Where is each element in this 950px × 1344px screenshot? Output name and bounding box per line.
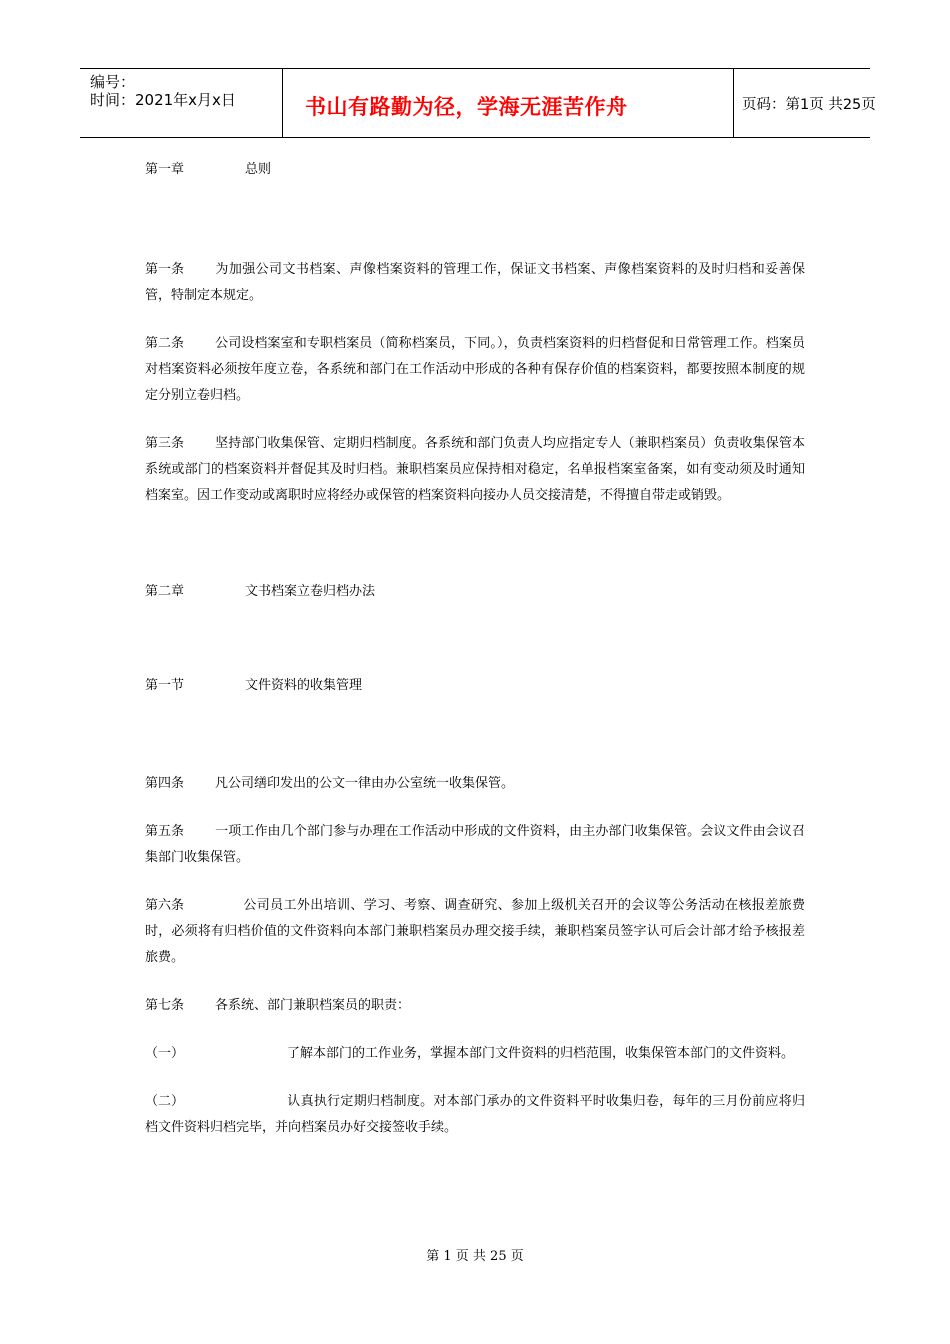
section-label: 第一节 (145, 678, 185, 693)
article (145, 771, 805, 797)
page-footer: 第 1 页 共 25 页 (426, 1249, 524, 1264)
chapter-title: 文书档案立卷归档办法 (245, 584, 376, 599)
header-meta-cell (80, 69, 283, 137)
section-heading (145, 673, 805, 699)
article-text: 凡公司缮印发出的公文一律由办公室统一收集保管。 (215, 776, 515, 791)
list-item-label: （二） (145, 1094, 185, 1109)
article-text: 公司员工外出培训、学习、考察、调查研究、参加上级机关召开的会议等公务活动在核报差旅费时，必须将有归档价值的文件资料向本部门兼职档案员办理交接手续，兼职档案员签字认可后会计部才给予核报差旅费。 (145, 898, 805, 965)
article-label: 第六条 (145, 898, 185, 913)
article-text: 一项工作由几个部门参与办理在工作活动中形成的文件资料，由主办部门收集保管。会议文件由会议召集部门收集保管。 (145, 824, 805, 865)
article-label: 第四条 (145, 776, 185, 791)
section-title: 文件资料的收集管理 (245, 678, 363, 693)
article-label: 第一条 (145, 262, 185, 277)
header-page-cell (734, 69, 876, 137)
chapter-label: 第二章 (145, 584, 185, 599)
list-item (145, 1041, 805, 1067)
header-motto-cell (283, 69, 734, 137)
motto: 书山有路勤为径，学海无涯苦作舟 (305, 95, 628, 119)
article (145, 257, 805, 309)
article (145, 431, 805, 509)
chapter-heading (145, 157, 805, 183)
list-item-label: （一） (145, 1046, 185, 1061)
article-label: 第三条 (145, 436, 185, 451)
list-item-text: 了解本部门的工作业务，掌握本部门文件资料的归档范围，收集保管本部门的文件资料。 (287, 1046, 795, 1061)
article (145, 819, 805, 871)
article-label: 第七条 (145, 998, 185, 1013)
article-text: 各系统、部门兼职档案员的职责： (215, 998, 411, 1013)
article (145, 993, 805, 1019)
article-text: 坚持部门收集保管、定期归档制度。各系统和部门负责人均应指定专人（兼职档案员）负责收集保管本系统或部门的档案资料并督促其及时归档。兼职档案员应保持相对稳定，名单报档案室备案，如有变动须及时通知档案室。因工作变动或离职时应将经办或保管的档案资料向接办人员交接清楚，不得擅自带走或销毁。 (145, 436, 805, 503)
article-label: 第五条 (145, 824, 185, 839)
page-info: 页码：第1页 共25页 (742, 97, 876, 113)
article (145, 893, 805, 971)
article-text: 公司设档案室和专职档案员（简称档案员，下同。），负责档案资料的归档督促和日常管理工作。档案员对档案资料必须按年度立卷，各系统和部门在工作活动中形成的各种有保存价值的档案资料，都要按照本制度的规定分别立卷归档。 (145, 336, 805, 403)
article-text: 为加强公司文书档案、声像档案资料的管理工作，保证文书档案、声像档案资料的及时归档和妥善保管，特制定本规定。 (145, 262, 805, 303)
list-item-text: 认真执行定期归档制度。对本部门承办的文件资料平时收集归卷，每年的三月份前应将归档文件资料归档完毕，并向档案员办好交接签收手续。 (145, 1094, 805, 1135)
chapter-title: 总则 (245, 162, 272, 177)
chapter-label: 第一章 (145, 162, 185, 177)
article (145, 331, 805, 409)
article-label: 第二条 (145, 336, 185, 351)
header-table (80, 68, 876, 138)
document-number-label: 编号： (90, 73, 136, 91)
chapter-heading (145, 579, 805, 605)
list-item (145, 1089, 805, 1141)
document-body (145, 157, 805, 1141)
document-time-label: 时间：2021年x月x日 (90, 91, 236, 109)
